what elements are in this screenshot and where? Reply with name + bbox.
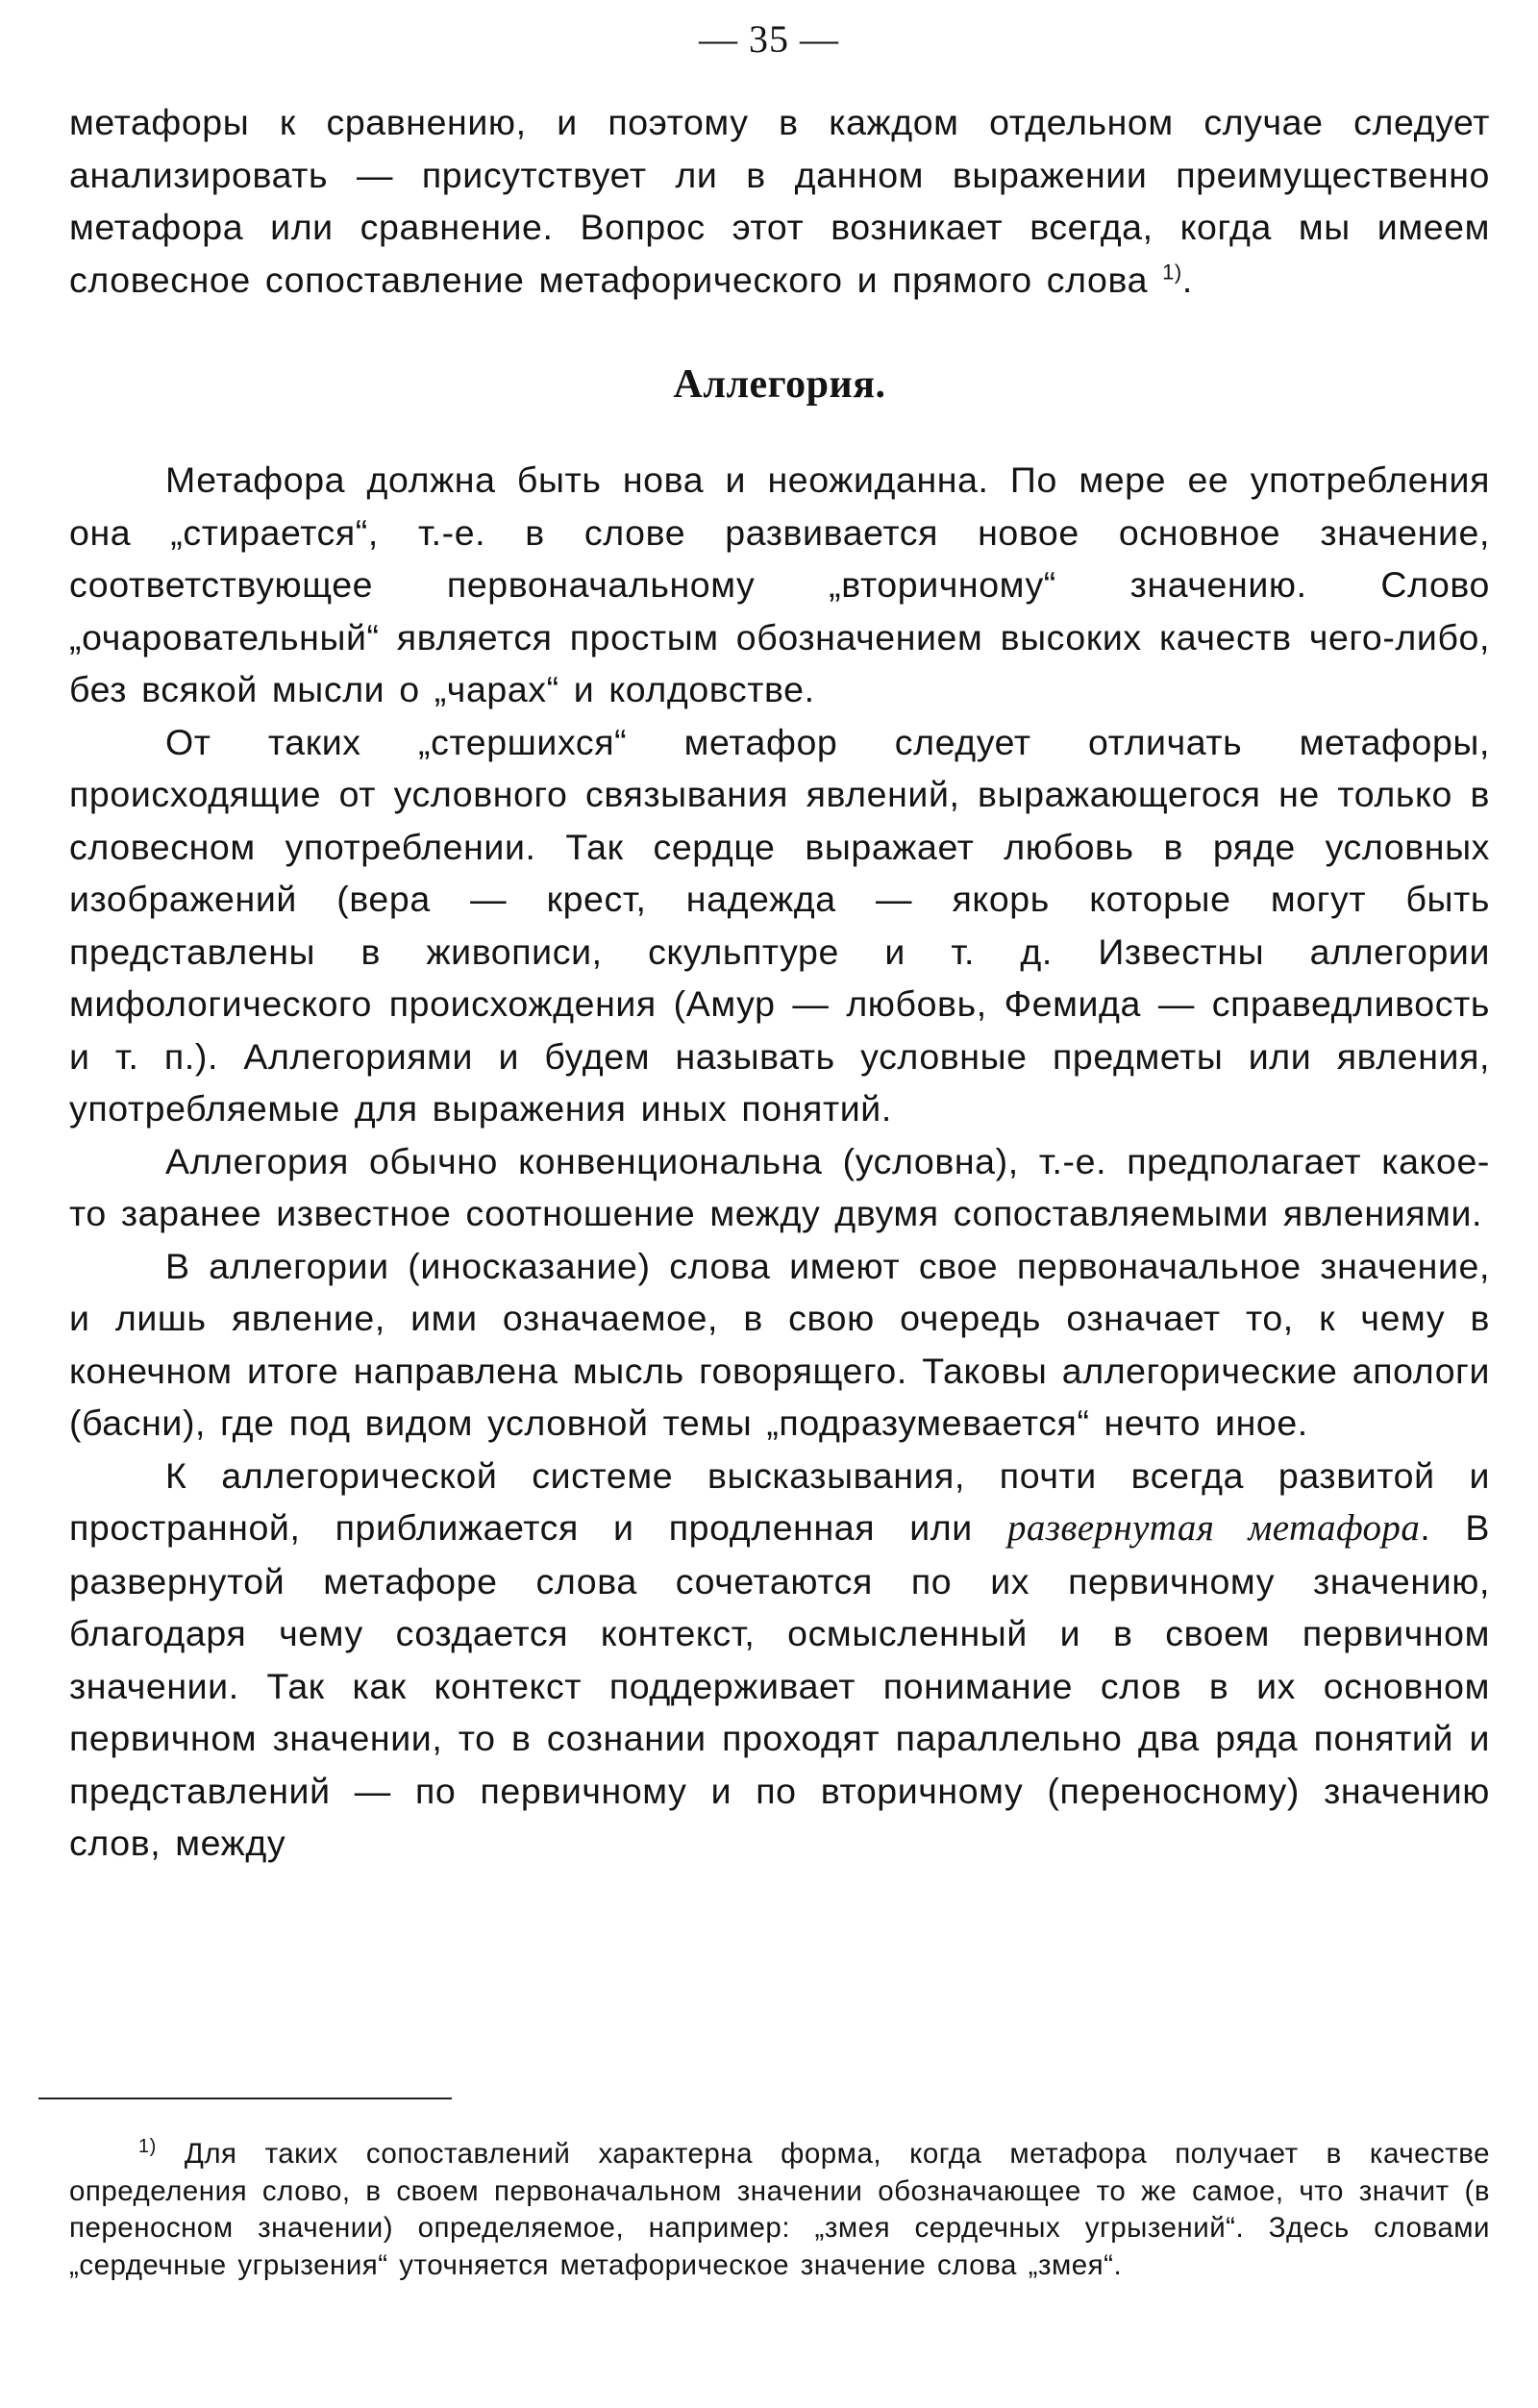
footnote-reference: 1) <box>1162 260 1182 284</box>
page-number: — 35 — <box>699 17 839 61</box>
main-text <box>69 96 1490 1870</box>
extended-after: . В развернутой метафоре слова сочетаются по их первичному значению, благодаря чему создается контекст, осмысленный и в своем первичном значении. Так как контекст поддерживает понимание слов в их основном первичном значении, то в сознании проходят параллельно два ряда понятий и представлений — по первичному и по вторичному (переносному) значению слов, между <box>69 1507 1490 1863</box>
paragraph-extended-metaphor <box>69 1450 1490 1870</box>
extended-before: К аллегорической системе высказывания, почти всегда развитой и пространной, приближается и продленная или <box>69 1454 1490 1548</box>
paragraph-worn-metaphor: Метафора должна быть нова и неожиданна. По мере ее употребления она „стирается“, т.-е. в слове развивается новое основное значение, соответствующее первоначальному „вторичному“ значению. Слово „очаровательный“ является простым обозначением высоких качеств чего-либо, без всякой мысли о „чарах“ и колдовстве. <box>69 459 1490 709</box>
italic-term: развернутая метафора <box>1006 1507 1421 1549</box>
footnote-mark: 1) <box>138 2136 157 2158</box>
footnote-text: Для таких сопоставлений характерна форма, когда метафора получает в качестве определения слово, в своем первоначальном значении обозначающее то же самое, что значит (в переносном значении) определяемое, например: „змея сердечных угрызений“. Здесь словами „сердечные угрызения“ уточняется метафорическое значение слова „змея“. <box>69 2138 1490 2281</box>
footnote <box>69 2136 1490 2284</box>
section-heading: Аллегория. <box>673 362 886 407</box>
intro-paragraph <box>69 96 1490 306</box>
paragraph-allegory-meaning: В аллегории (иносказание) слова имеют свое первоначальное значение, и лишь явление, ими означаемое, в свою очередь означает то, к чему в конечном итоге направлена мысль говорящего. Таковы аллегорические апологи (басни), где под видом условной темы „подразумевается“ нечто иное. <box>69 1245 1490 1443</box>
intro-text: метафоры к сравнению, и поэтому в каждом отдельном случае следует анализировать — присутствует ли в данном выражении преимущественно метафора или сравнение. Вопрос этот возникает всегда, когда мы имеем словесное сопоставление метафорического и прямого слова <box>69 102 1490 300</box>
paragraph-allegory-definition: Аллегория обычно конвенциональна (условна), т.-е. предполагает какое-то заранее известное соотношение между двумя сопоставляемыми явлениями. <box>69 1140 1490 1233</box>
intro-tail: . <box>1181 259 1193 300</box>
paragraph-conventional-allegory: От таких „стершихся“ метафор следует отличать метафоры, происходящие от условного связывания явлений, выражающегося не только в словесном употреблении. Так сердце выражает любовь в ряде условных изображений (вера — крест, надежда — якорь которые могут быть представлены в живописи, скульптуре и т. д. Известны аллегории мифологического происхождения (Амур — любовь, Фемида — справедливость и т. п.). Аллегориями и будем называть условные предметы или явления, употребляемые для выражения иных понятий. <box>69 721 1490 1129</box>
footnote-divider <box>38 2098 452 2099</box>
